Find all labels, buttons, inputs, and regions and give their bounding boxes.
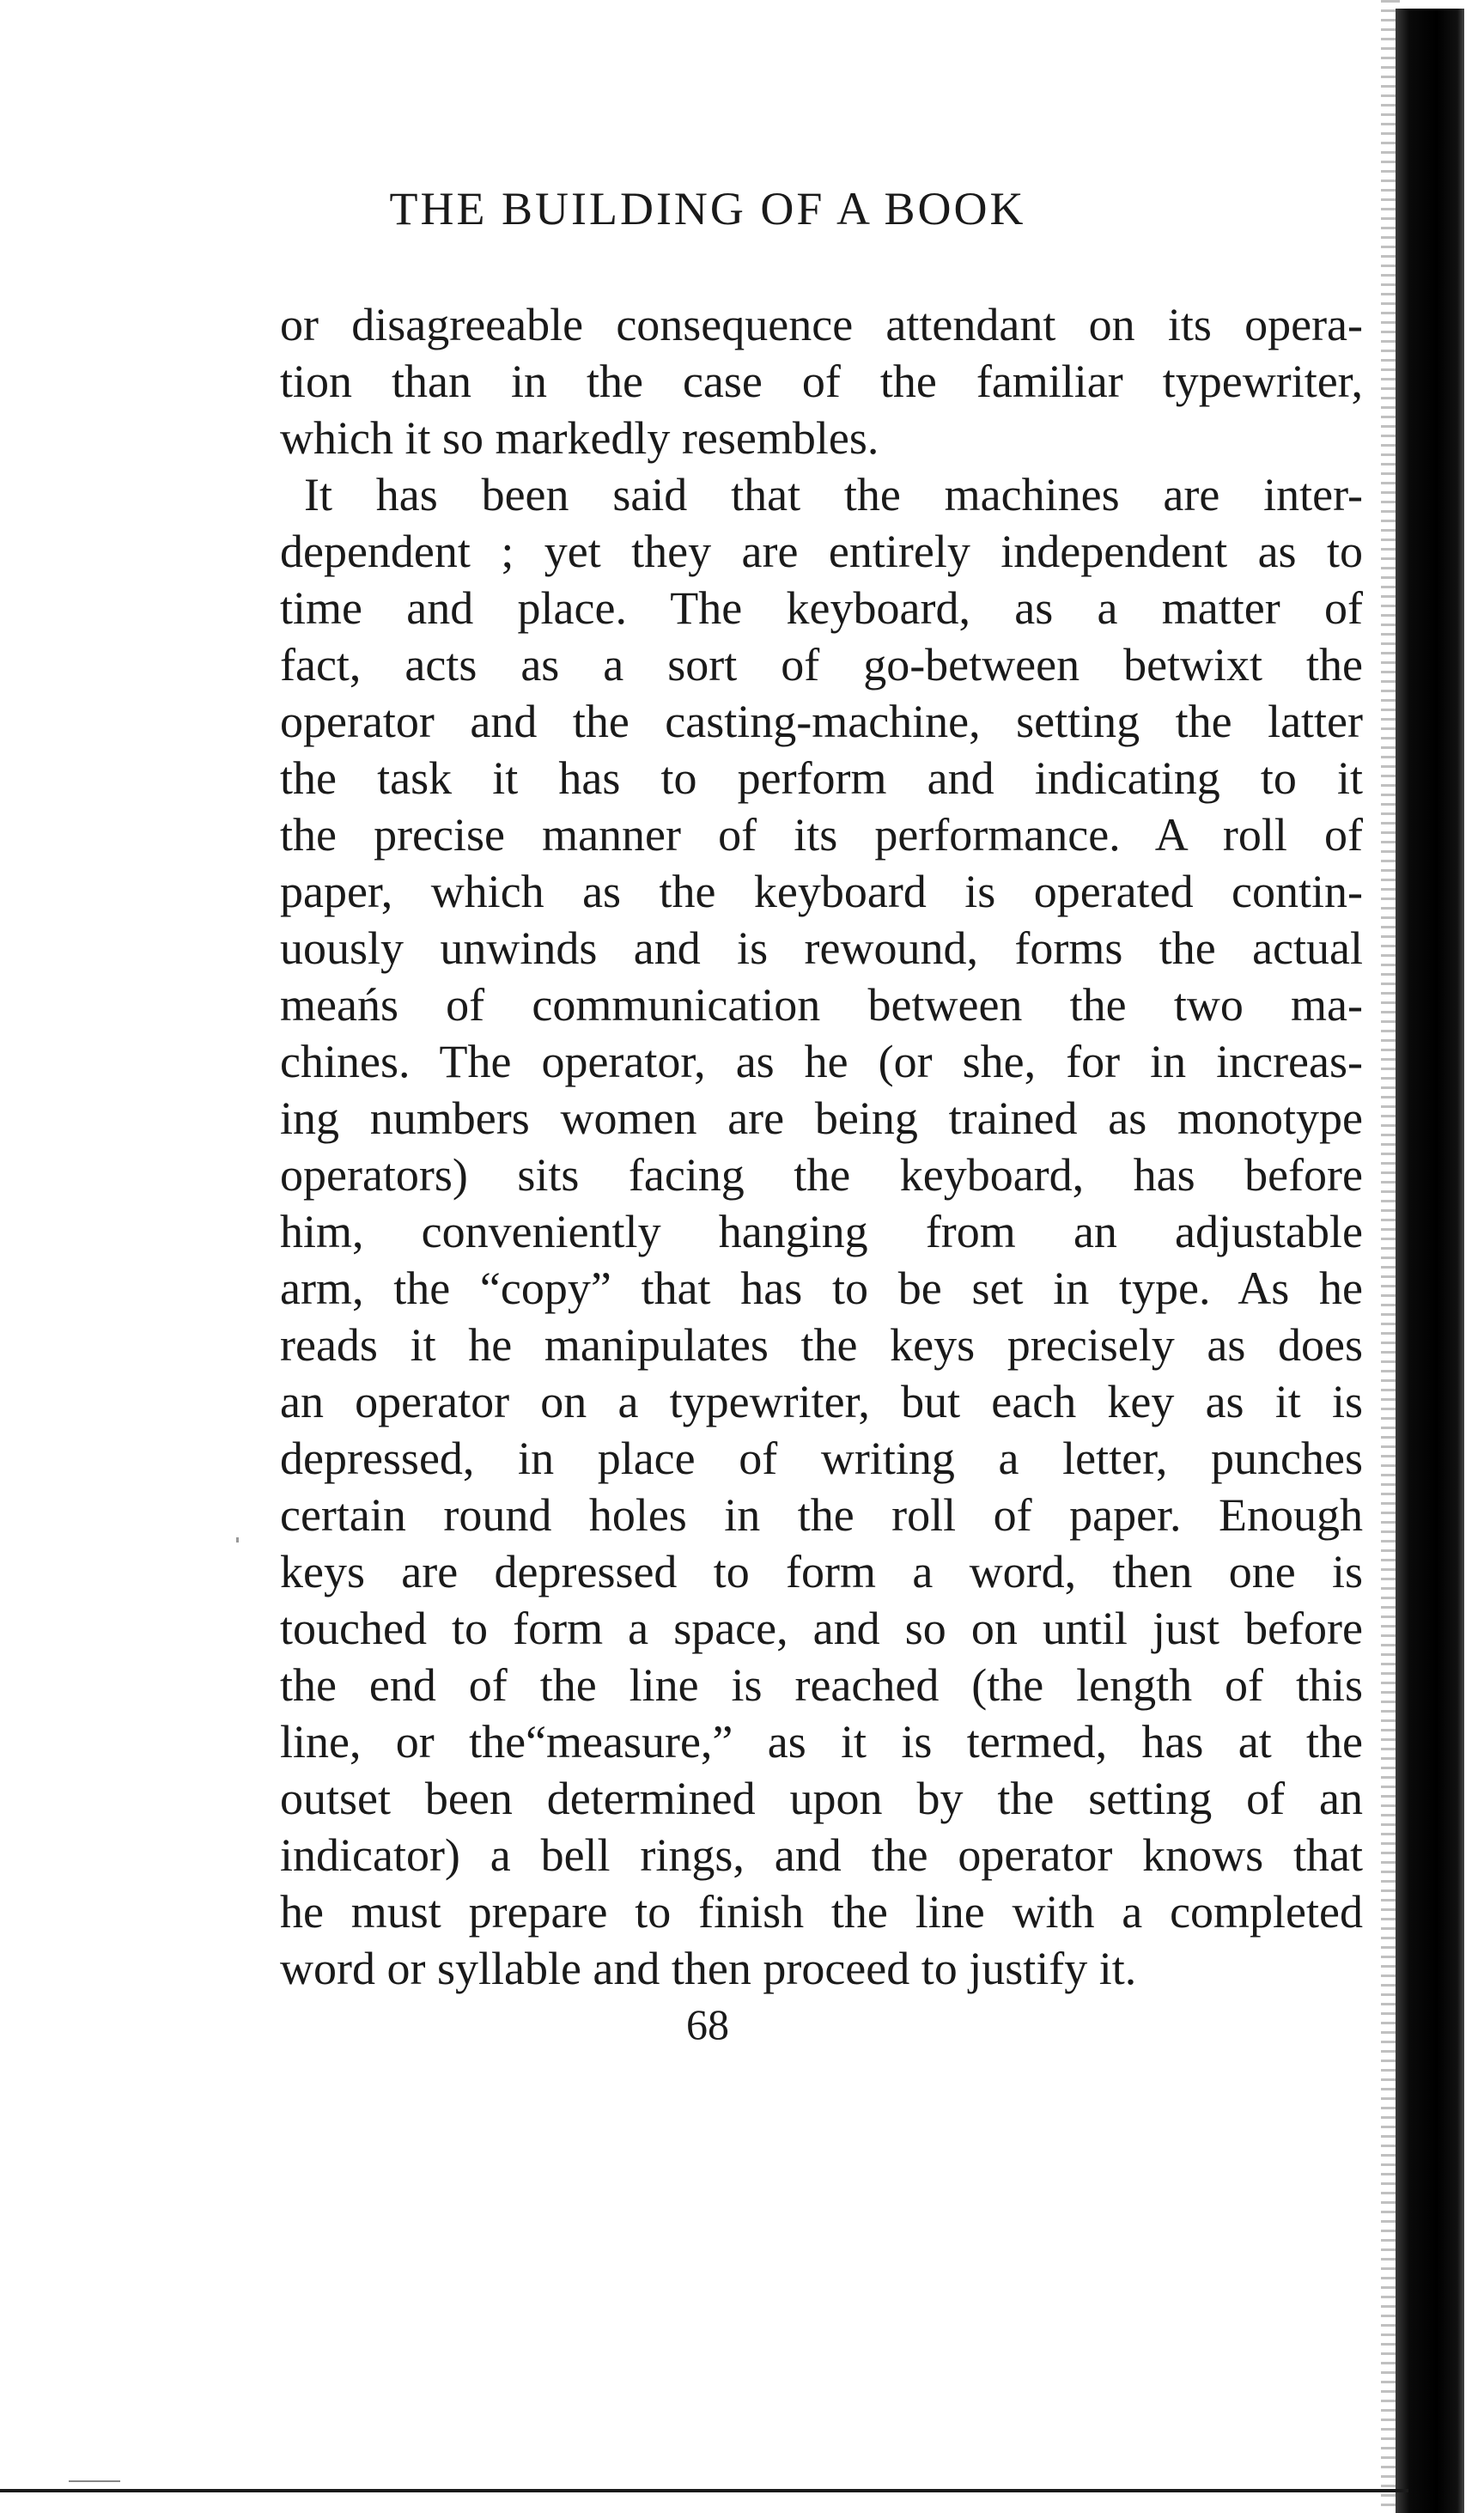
- text-line: word or syllable and then proceed to justify it.: [280, 1943, 1137, 1994]
- text-line: the task it has to perform and indicating to it: [280, 752, 1363, 804]
- text-line: meańs of communication between the two ma-: [280, 979, 1363, 1031]
- text-line: the precise manner of its performance. A roll of: [280, 809, 1363, 861]
- text-line: the end of the line is reached (the length of this: [280, 1659, 1363, 1711]
- text-line: which it so markedly resembles.: [280, 412, 879, 464]
- text-line: paper, which as the keyboard is operated contin-: [280, 866, 1363, 917]
- text-line: arm, the “copy” that has to be set in type. As he: [280, 1263, 1363, 1314]
- text-line: operators) sits facing the keyboard, has before: [280, 1149, 1363, 1201]
- text-line: ing numbers women are being trained as monotype: [280, 1092, 1363, 1144]
- text-line: or disagreeable consequence attendant on its opera-: [280, 299, 1363, 350]
- text-line: keys are depressed to form a word, then one is: [280, 1546, 1363, 1597]
- text-line: touched to form a space, and so on until just before: [280, 1603, 1363, 1654]
- text-line: uously unwinds and is rewound, forms the actual: [280, 922, 1363, 974]
- text-line: outset been determined upon by the setting of an: [280, 1773, 1363, 1824]
- body-text: [280, 296, 1363, 1997]
- binding-shadow: [1396, 9, 1464, 2513]
- scan-speck: [236, 1537, 239, 1542]
- text-line: depressed, in place of writing a letter, punches: [280, 1433, 1363, 1484]
- text-line: chines. The operator, as he (or she, for in increas-: [280, 1036, 1363, 1087]
- text-line: fact, acts as a sort of go-between betwixt the: [280, 639, 1363, 691]
- text-line: line, or the“measure,” as it is termed, has at the: [280, 1716, 1363, 1768]
- text-line: time and place. The keyboard, as a matter of: [280, 582, 1363, 634]
- text-line: operator and the casting-machine, setting the latter: [280, 696, 1363, 747]
- text-line: indicator) a bell rings, and the operator knows that: [280, 1829, 1363, 1881]
- text-line: he must prepare to finish the line with a completed: [280, 1886, 1363, 1938]
- text-line: an operator on a typewriter, but each key as it is: [280, 1376, 1363, 1427]
- page-number: 68: [686, 2000, 729, 2048]
- running-head: THE BUILDING OF A BOOK: [389, 183, 1026, 234]
- text-line: dependent ; yet they are entirely independent as to: [280, 526, 1363, 577]
- text-line: It has been said that the machines are inter-: [304, 469, 1363, 520]
- text-line: certain round holes in the roll of paper. Enough: [280, 1489, 1363, 1541]
- text-line: him, conveniently hanging from an adjustable: [280, 1206, 1363, 1257]
- page-bottom-edge: [0, 2489, 1408, 2492]
- text-line: tion than in the case of the familiar typewriter,: [280, 356, 1363, 407]
- text-line: reads it he manipulates the keys precisely as does: [280, 1319, 1363, 1371]
- scan-mark: [69, 2480, 120, 2482]
